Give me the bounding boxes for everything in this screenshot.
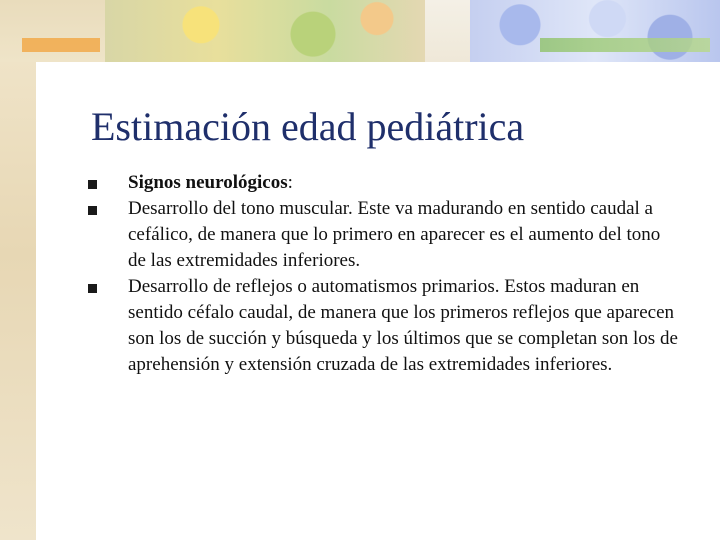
bullet-list [88, 170, 678, 378]
bullet-text: Desarrollo del tono muscular. Este va madurando en sentido caudal a cefálico, de manera que lo primero en aparecer es el aumento del tono de las extremidades inferiores. [128, 198, 661, 271]
slide-title: Estimación edad pediátrica [91, 104, 525, 149]
bullet-bold-text: Signos neurológicos [128, 172, 288, 193]
bullet-text: Desarrollo de reflejos o automatismos primarios. Estos maduran en sentido céfalo caudal, de manera que los primeros reflejos que aparecen son los de succión y búsqueda y los últimos que se completan son los de aprehensión y extensión cruzada de las extremidades inferiores. [128, 276, 678, 375]
header-art-panel-blank [425, 0, 470, 62]
bullet-text: : [287, 172, 293, 193]
decorative-header-art [0, 0, 720, 62]
square-bullet-icon [88, 206, 97, 215]
square-bullet-icon [88, 284, 97, 293]
decorative-left-strip [0, 62, 36, 540]
bullet-item [88, 274, 678, 378]
bullet-item [88, 170, 678, 196]
square-bullet-icon [88, 180, 97, 189]
header-art-panel-blue [470, 0, 720, 62]
header-art-green-stripe [540, 38, 710, 52]
bullet-item [88, 196, 678, 274]
header-art-panel-flowers [105, 0, 425, 62]
header-art-orange-stripe [22, 38, 100, 52]
header-art-panel-left [0, 0, 105, 62]
